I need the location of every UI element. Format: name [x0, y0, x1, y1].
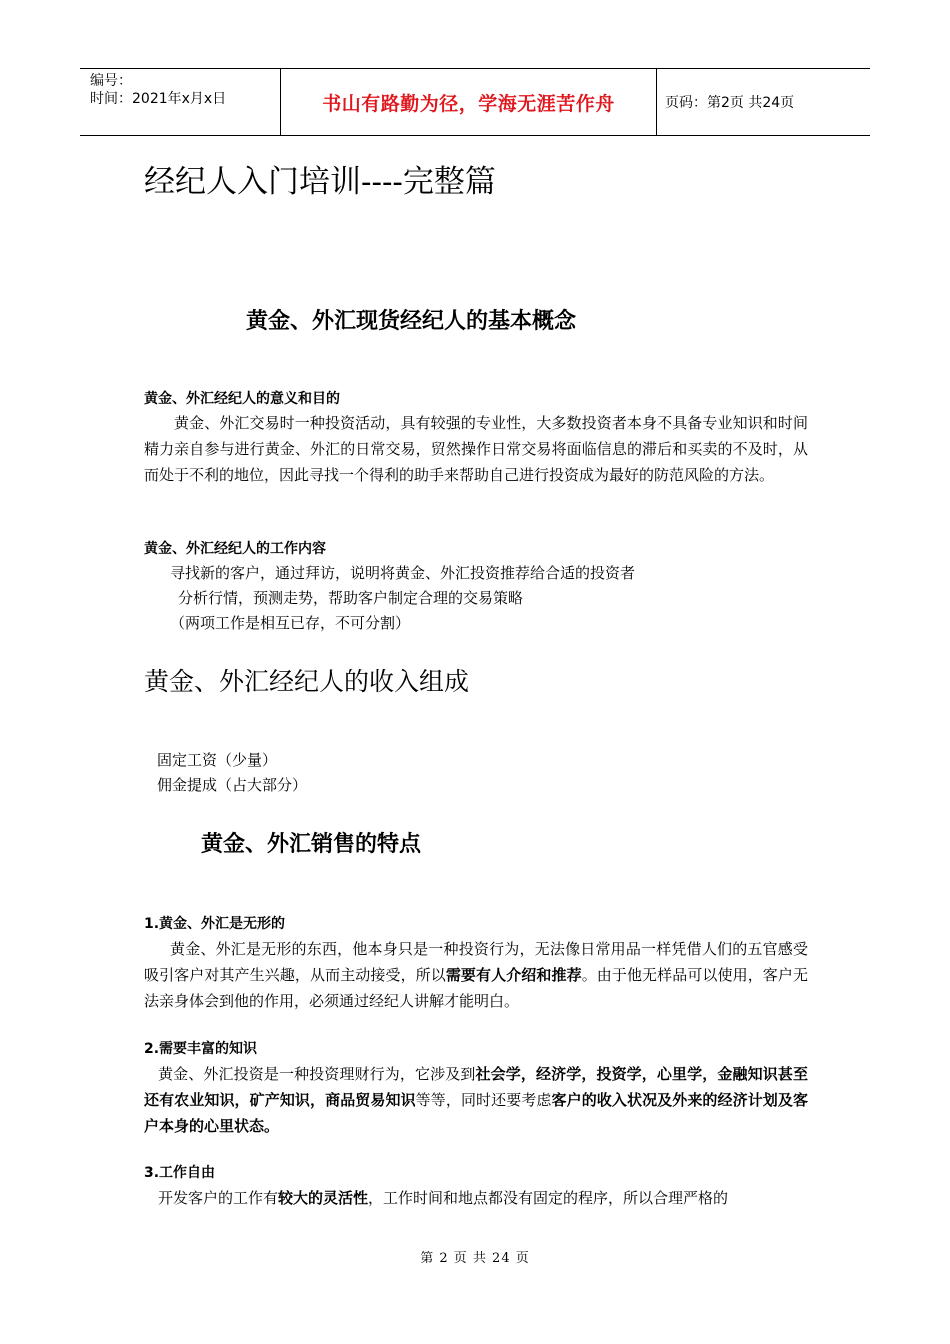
feature-3-paragraph: [144, 1185, 808, 1211]
work-item: 寻找新的客户，通过拜访，说明将黄金、外汇投资推荐给合适的投资者: [170, 564, 636, 582]
feature-2-emphasis: 社会学，经济学，投资学，心里学，金融知识甚至还有农业知识，矿产知识，商品贸易知识: [144, 1065, 808, 1109]
feature-3-text: 开发客户的工作有: [158, 1189, 279, 1207]
work-content-heading: 黄金、外汇经纪人的工作内容: [144, 541, 326, 557]
page-footer: 第 2 页 共 24 页: [420, 1251, 530, 1266]
motto-text: 书山有路勤为径，学海无涯苦作舟: [322, 92, 615, 115]
feature-2-heading: 2.需要丰富的知识: [144, 1041, 258, 1057]
page-info: 页码：第2页 共24页: [665, 95, 795, 111]
income-heading: 黄金、外汇经纪人的收入组成: [144, 667, 470, 696]
section-basic-concepts-heading: 黄金、外汇现货经纪人的基本概念: [246, 308, 577, 334]
income-item: 固定工资（少量）: [157, 751, 278, 769]
number-label: 编号：: [90, 73, 132, 89]
feature-1-text-end: 。由于他无样品可以使用，客户无法亲身体会到他的作用，必须通过经纪人讲解才能明白。: [144, 966, 808, 1010]
page-header-table: [80, 68, 870, 136]
feature-3-emphasis: 较大的灵活性: [278, 1189, 369, 1207]
feature-1-paragraph: [144, 936, 808, 1014]
feature-2-text: 黄金、外汇投资是一种投资理财行为，它涉及到: [158, 1065, 476, 1083]
sales-features-heading: 黄金、外汇销售的特点: [201, 831, 422, 857]
document-title: 经纪人入门培训----完整篇: [144, 164, 496, 200]
feature-2-text-mid: 等等，同时还要考虑: [415, 1091, 552, 1109]
time-label: 时间：2021年x月x日: [90, 91, 227, 107]
feature-2-emphasis-end: 客户的收入状况及外来的经济计划及客户本身的心里状态。: [144, 1091, 808, 1135]
header-page-cell: [657, 69, 870, 135]
meaning-heading: 黄金、外汇经纪人的意义和目的: [144, 391, 340, 407]
feature-1-heading: 1.黄金、外汇是无形的: [144, 916, 286, 932]
feature-1-emphasis: 需要有人介绍和推荐: [445, 966, 582, 984]
feature-3-heading: 3.工作自由: [144, 1165, 216, 1181]
meaning-paragraph: 黄金、外汇交易时一种投资活动，具有较强的专业性，大多数投资者本身不具备专业知识和时间精力亲自参与进行黄金、外汇的日常交易，贸然操作日常交易将面临信息的滞后和买卖的不及时，从而处于不利的地位，因此寻找一个得利的助手来帮助自己进行投资成为最好的防范风险的方法。: [144, 414, 808, 484]
work-item: （两项工作是相互已存，不可分割）: [170, 614, 411, 632]
feature-1-text: 黄金、外汇是无形的东西，他本身只是一种投资行为，无法像日常用品一样凭借人们的五官感受吸引客户对其产生兴趣，从而主动接受，所以: [144, 940, 808, 984]
feature-2-paragraph: [144, 1061, 808, 1139]
header-motto-cell: [281, 69, 657, 135]
income-item: 佣金提成（占大部分）: [157, 776, 308, 794]
feature-3-text-end: ，工作时间和地点都没有固定的程序，所以合理严格的: [368, 1189, 729, 1207]
header-meta-cell: [80, 69, 281, 135]
work-item: 分析行情，预测走势，帮助客户制定合理的交易策略: [178, 589, 524, 607]
